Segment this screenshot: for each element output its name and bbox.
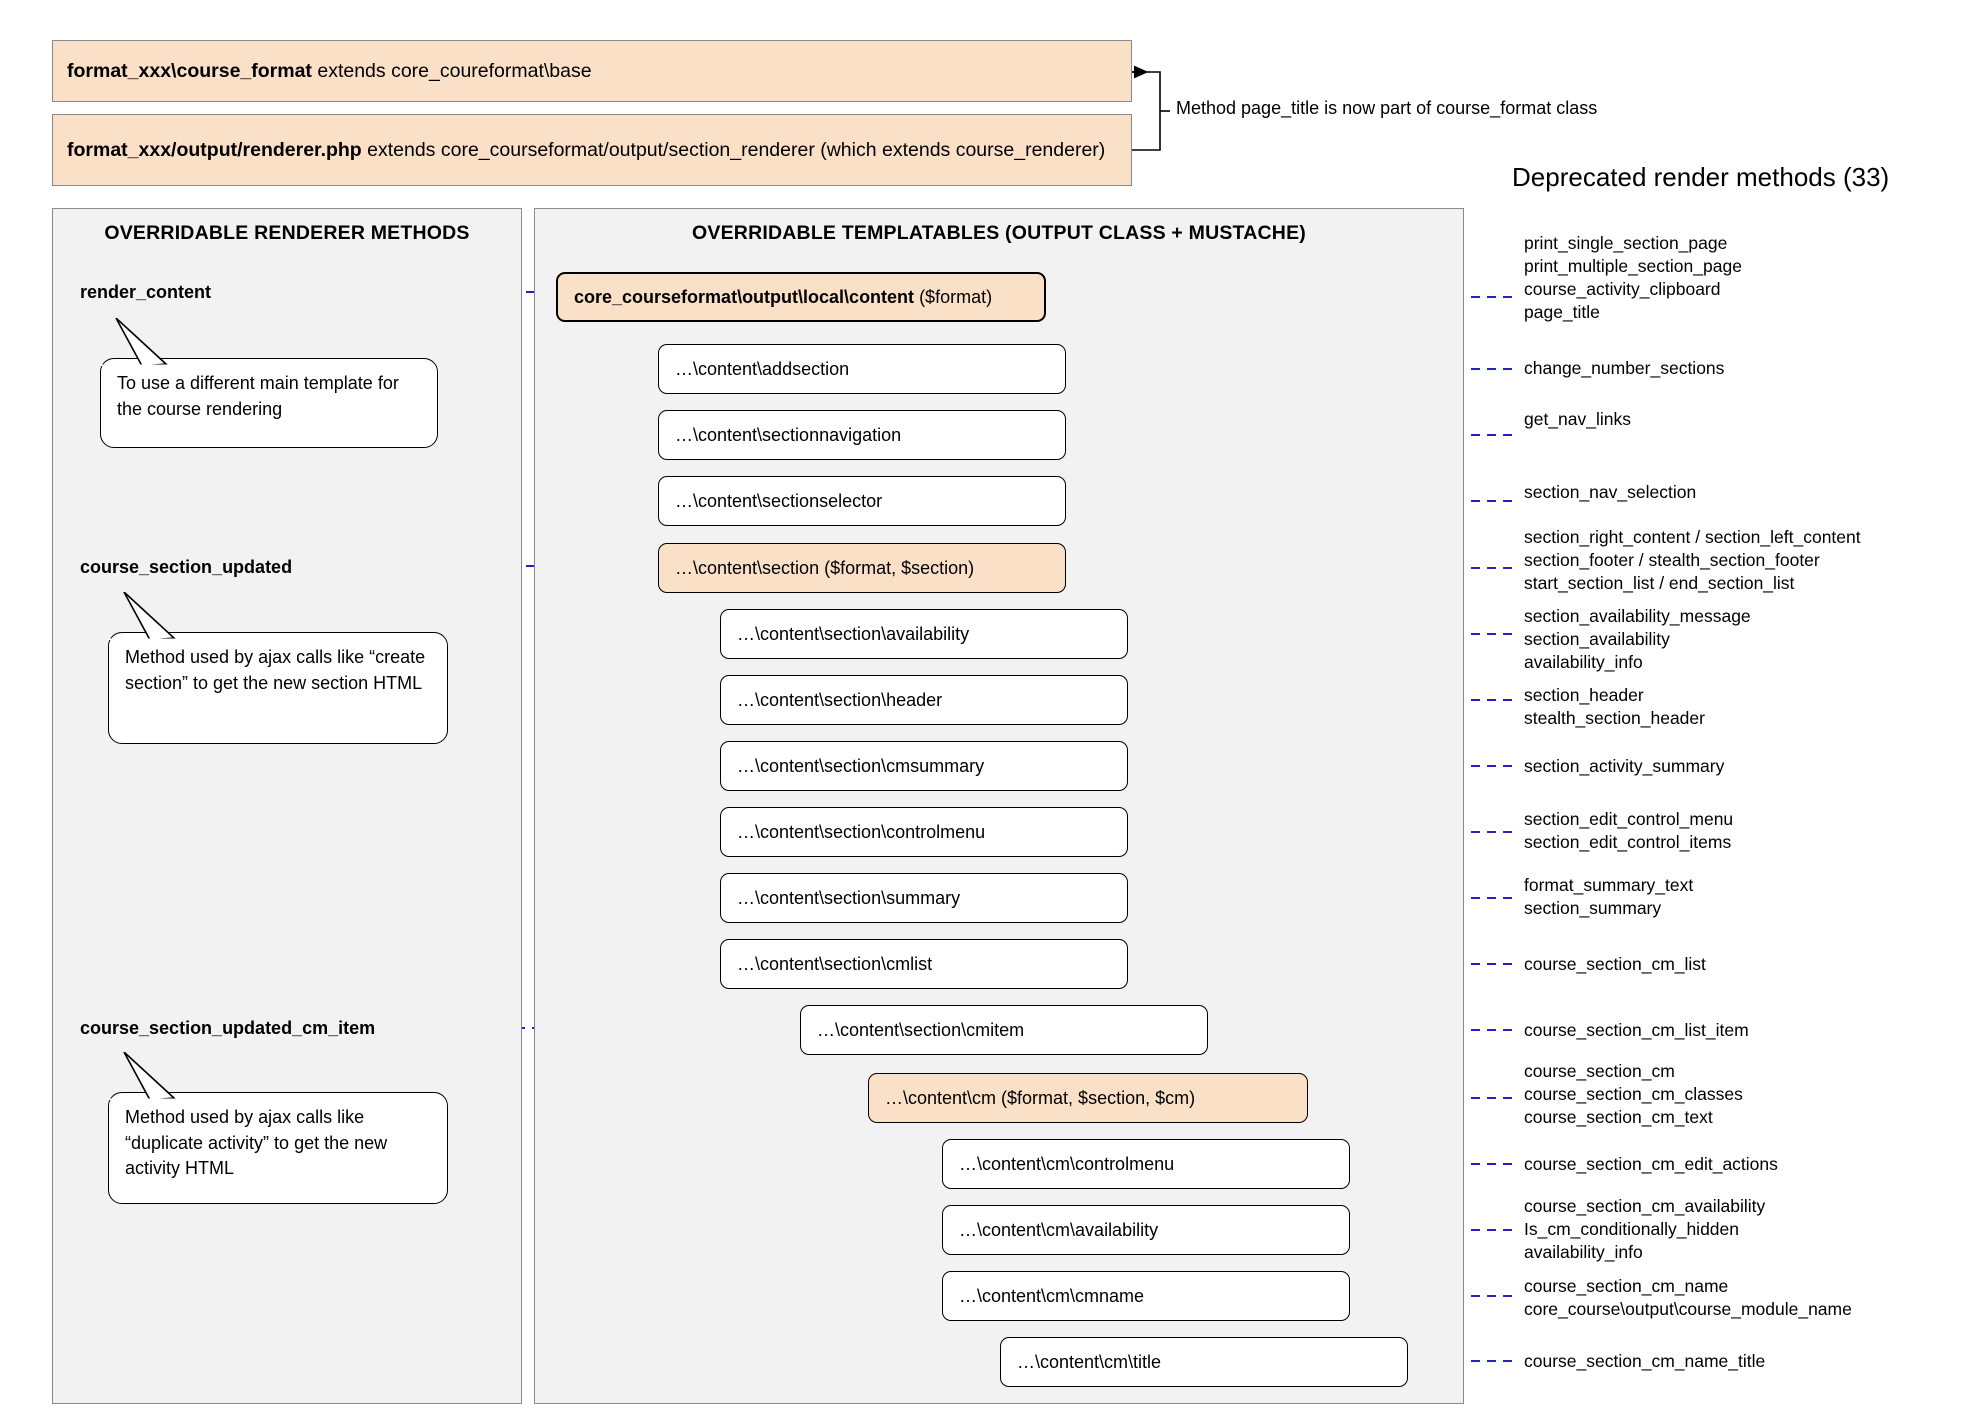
templatable-section[interactable] — [658, 543, 1066, 593]
templatable-cm-label: …\content\cm ($format, $section, $cm) — [885, 1087, 1196, 1108]
callout-course-section-updated: Method used by ajax calls like “create section” to get the new section HTML — [108, 632, 448, 744]
templatable-cm-availability[interactable] — [942, 1205, 1350, 1255]
deprecated-group-sectionselector: section_nav_selection — [1524, 482, 1697, 502]
templatable-addsection[interactable] — [658, 344, 1066, 394]
deprecated-render-methods-title: Deprecated render methods (33) — [1512, 162, 1890, 192]
templatable-content-bold: core_courseformat\output\local\content — [574, 286, 915, 307]
templatable-section-controlmenu[interactable] — [720, 807, 1128, 857]
templatable-content[interactable] — [556, 272, 1046, 322]
templatable-section-cmitem-label: …\content\section\cmitem — [817, 1019, 1025, 1040]
callout-tail-2 — [108, 592, 188, 640]
templatable-section-summary[interactable] — [720, 873, 1128, 923]
templatable-cm-title-label: …\content\cm\title — [1017, 1351, 1162, 1372]
callout-tail-3 — [108, 1052, 188, 1100]
templatable-addsection-label: …\content\addsection — [675, 358, 850, 379]
templatable-section-label: …\content\section ($format, $section) — [675, 557, 975, 578]
templatable-section-controlmenu-label: …\content\section\controlmenu — [737, 821, 986, 842]
deprecated-group-section-cmlist: course_section_cm_list — [1524, 954, 1706, 974]
deprecated-group-addsection: change_number_sections — [1524, 358, 1725, 378]
templatable-section-availability[interactable] — [720, 609, 1128, 659]
callout-tail-1 — [100, 318, 180, 366]
templatable-section-cmsummary[interactable] — [720, 741, 1128, 791]
deprecated-group-section-summary: format_summary_text section_summary — [1524, 875, 1694, 919]
deprecated-group-cm-title: course_section_cm_name_title — [1524, 1351, 1766, 1371]
renderer-method-course-section-updated-cm-item: course_section_updated_cm_item — [80, 1018, 376, 1038]
deprecated-group-section-cmsummary: section_activity_summary — [1524, 756, 1725, 776]
deprecated-group-sectionnavigation: get_nav_links — [1524, 409, 1632, 429]
templatable-sectionnavigation-label: …\content\sectionnavigation — [675, 424, 902, 445]
deprecated-group-content: print_single_section_page print_multiple_section_page course_activity_clipboard page_title — [1524, 233, 1742, 323]
templatable-section-cmsummary-label: …\content\section\cmsummary — [737, 755, 985, 776]
templatable-section-header[interactable] — [720, 675, 1128, 725]
deprecated-group-section-availability: section_availability_message section_availability availability_info — [1524, 606, 1751, 673]
renderer-method-render-content: render_content — [80, 282, 212, 302]
templatable-cm-cmname[interactable] — [942, 1271, 1350, 1321]
deprecated-group-cm-controlmenu: course_section_cm_edit_actions — [1524, 1154, 1778, 1174]
templatable-cm-title[interactable] — [1000, 1337, 1408, 1387]
templatable-sectionnavigation[interactable] — [658, 410, 1066, 460]
renderer-method-course-section-updated: course_section_updated — [80, 557, 293, 577]
header-note: Method page_title is now part of course_format class — [1176, 98, 1598, 118]
templatable-cm-cmname-label: …\content\cm\cmname — [959, 1285, 1145, 1306]
templatable-cm-controlmenu[interactable] — [942, 1139, 1350, 1189]
deprecated-group-section-header: section_header stealth_section_header — [1524, 685, 1705, 729]
header-box-renderer — [52, 114, 1132, 186]
templatable-section-cmitem[interactable] — [800, 1005, 1208, 1055]
panel-right-title: OVERRIDABLE TEMPLATABLES (OUTPUT CLASS + MUSTACHE) — [692, 222, 1306, 244]
callout-course-section-updated-cm-item: Method used by ajax calls like “duplicate activity” to get the new activity HTML — [108, 1092, 448, 1204]
templatable-sectionselector[interactable] — [658, 476, 1066, 526]
templatable-cm-availability-label: …\content\cm\availability — [959, 1219, 1159, 1240]
header-box2-bold: format_xxx/output/renderer.php — [67, 138, 362, 161]
deprecated-group-cm-cmname: course_section_cm_name core_course\output\course_module_name — [1524, 1276, 1852, 1320]
templatable-sectionselector-label: …\content\sectionselector — [675, 490, 883, 511]
header-box2-rest: extends core_courseformat/output/section_renderer (which extends course_renderer) — [361, 138, 1106, 161]
header-box-course-format — [52, 40, 1132, 102]
deprecated-group-cm-availability: course_section_cm_availability Is_cm_conditionally_hidden availability_info — [1524, 1196, 1766, 1263]
deprecated-group-section: section_right_content / section_left_content section_footer / stealth_section_footer start_section_list / end_section_list — [1524, 527, 1861, 594]
templatable-section-availability-label: …\content\section\availability — [737, 623, 970, 644]
templatable-section-header-label: …\content\section\header — [737, 689, 943, 710]
header-box1-rest: extends core_coureformat\base — [311, 59, 592, 82]
deprecated-group-section-cmitem: course_section_cm_list_item — [1524, 1020, 1749, 1040]
callout-render-content: To use a different main template for the course rendering — [100, 358, 438, 448]
templatable-section-cmlist-label: …\content\section\cmlist — [737, 953, 933, 974]
templatable-section-cmlist[interactable] — [720, 939, 1128, 989]
templatable-cm[interactable] — [868, 1073, 1308, 1123]
templatable-section-summary-label: …\content\section\summary — [737, 887, 961, 908]
header-box1-bold: format_xxx\course_format — [67, 59, 312, 82]
templatable-cm-controlmenu-label: …\content\cm\controlmenu — [959, 1153, 1175, 1174]
templatable-content-rest: ($format) — [914, 286, 993, 307]
deprecated-group-cm: course_section_cm course_section_cm_classes course_section_cm_text — [1524, 1061, 1743, 1128]
panel-left-title: OVERRIDABLE RENDERER METHODS — [104, 222, 470, 244]
deprecated-group-section-controlmenu: section_edit_control_menu section_edit_control_items — [1524, 809, 1734, 853]
